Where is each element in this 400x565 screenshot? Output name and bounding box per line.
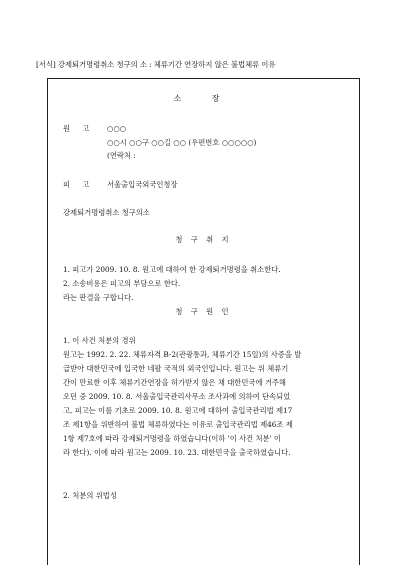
section-title: 1. 이 사건 처분의 경위: [63, 336, 136, 345]
document-title: 소 장: [173, 94, 234, 103]
case-name: 강제퇴거명령취소 청구의소: [63, 208, 150, 217]
plaintiff-address: ○○시 ○○구 ○○길 ○○ (우편번호 ○○○○○): [107, 138, 257, 147]
paragraph-line: 급받아 대한민국에 입국한 네팔 국적의 외국인입니다. 원고는 위 체류기: [63, 364, 289, 373]
form-header: [서식] 강제퇴거명령취소 청구의 소 : 체류기간 연장하지 않은 불법체류 이유: [36, 60, 276, 69]
paragraph-line: 고, 피고는 이를 기초로 2009. 10. 8. 원고에 대하여 출입국관리법 제17: [63, 406, 293, 415]
plaintiff-label: 원 고: [63, 124, 90, 133]
defendant-name: 서울출입국외국인청장: [107, 180, 178, 189]
paragraph-line: 오던 중 2009. 10. 8. 서울출입국관리사무소 조사과에 의하여 단속되었: [63, 392, 291, 401]
paragraph-line: 라 한다). 이에 따라 원고는 2009. 10. 23. 대한민국을 출국하였습니다.: [63, 448, 291, 457]
claim-line: 라는 판결을 구합니다.: [63, 293, 134, 302]
plaintiff-contact: (연락처 :: [107, 151, 136, 160]
claim-line: 1. 피고가 2009. 10. 8. 원고에 대하여 한 강제퇴거명령을 취소한다.: [63, 265, 281, 274]
cause-heading: 청 구 원 인: [175, 307, 232, 316]
claim-line: 2. 소송비용은 피고의 부담으로 한다.: [63, 279, 181, 288]
paragraph-line: 간이 만료한 이후 체류기간연장을 허가받지 않은 채 대한민국에 거주해: [63, 378, 286, 387]
paragraph-line: 원고는 1992. 2. 22. 체류자격 B-2(관광통과, 체류기간 15일)의 사증을 발: [63, 350, 302, 359]
defendant-label: 피 고: [63, 180, 90, 189]
paragraph-line: 1항 제7호에 따라 강제퇴거명령을 하였습니다(이하 '이 사건 처분' 이: [63, 434, 281, 443]
section-title: 2. 처분의 위법성: [63, 491, 117, 500]
paragraph-line: 조 제1항을 위반하여 불법 체류하였다는 이유로 출입국관리법 제46조 제: [63, 420, 293, 429]
plaintiff-name: ○○○: [107, 124, 127, 133]
claim-heading: 청 구 취 지: [175, 235, 232, 244]
